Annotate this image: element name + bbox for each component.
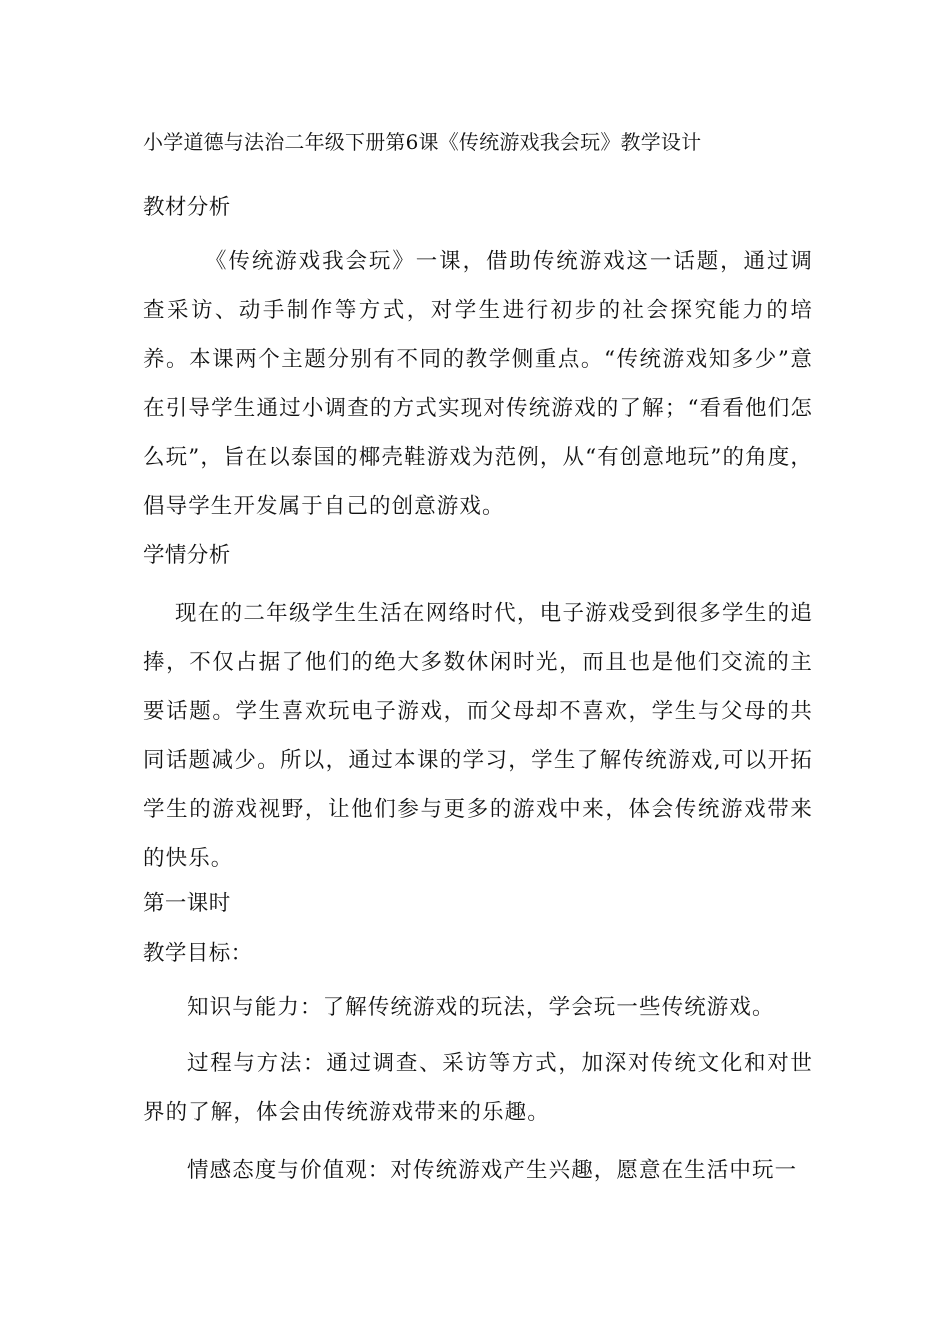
objective-emotion-values: 情感态度与价值观：对传统游戏产生兴趣，愿意在生活中玩一 xyxy=(187,1158,798,1183)
learner-analysis-paragraph: 现在的二年级学生生活在网络时代，电子游戏受到很多学生的追捧，不仅占据了他们的绝大多数休闲时光，而且也是他们交流的主要话题。学生喜欢玩电子游戏，而父母却不喜欢，学生与父母的共同话题减少。所以，通过本课的学习，学生了解传统游戏,可以开拓学生的游戏视野，让他们参与更多的游戏中来，体会传统游戏带来的快乐。 xyxy=(143,601,813,871)
lesson-one-heading: 第一课时 xyxy=(143,891,231,916)
document-title: 小学道德与法治二年级下册第6课《传统游戏我会玩》教学设计 xyxy=(143,130,702,154)
objective-process-method: 过程与方法：通过调查、采访等方式，加深对传统文化和对世界的了解，体会由传统游戏带来的乐趣。 xyxy=(143,1051,813,1125)
teaching-objectives-heading: 教学目标： xyxy=(143,941,253,966)
textbook-analysis-paragraph: 《传统游戏我会玩》一课，借助传统游戏这一话题，通过调查采访、动手制作等方式，对学生进行初步的社会探究能力的培养。本课两个主题分别有不同的教学侧重点。“传统游戏知多少”意在引导学生通过小调查的方式实现对传统游戏的了解；“看看他们怎么玩”，旨在以泰国的椰壳鞋游戏为范例，从“有创意地玩”的角度，倡导学生开发属于自己的创意游戏。 xyxy=(143,249,813,519)
section-heading-learner-analysis: 学情分析 xyxy=(143,543,231,568)
objective-knowledge-ability: 知识与能力：了解传统游戏的玩法，学会玩一些传统游戏。 xyxy=(187,995,775,1020)
section-heading-textbook-analysis: 教材分析 xyxy=(143,195,231,220)
